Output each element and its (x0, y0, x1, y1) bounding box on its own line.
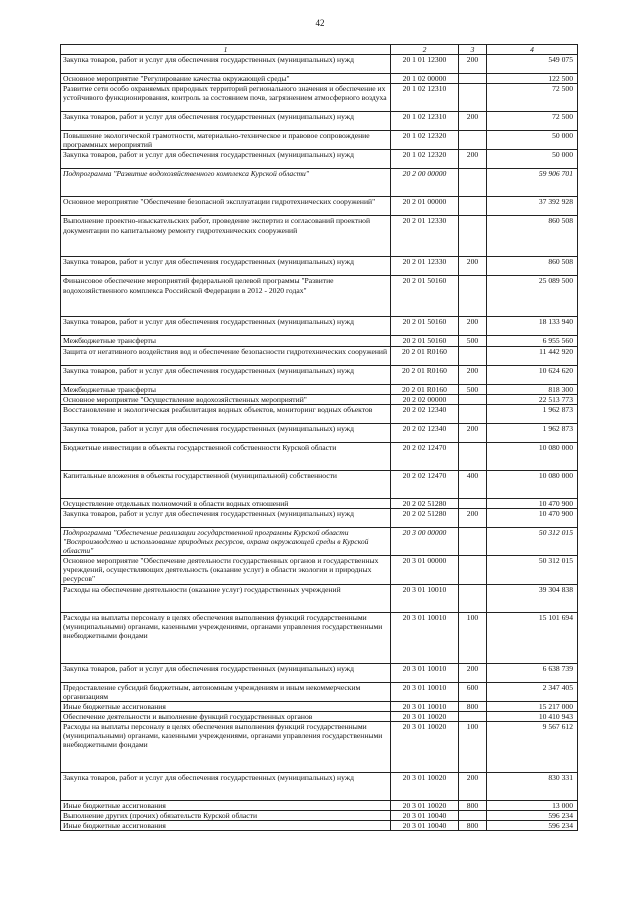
row-name: Закупка товаров, работ и услуг для обеспечения государственных (муниципальных) нужд (61, 423, 391, 442)
table-row (61, 74, 578, 84)
row-name: Восстановление и экологическая реабилитация водных объектов, мониторинг водных объектов (61, 404, 391, 423)
row-sum: 860 508 (487, 216, 578, 257)
row-sum: 122 500 (487, 74, 578, 84)
row-sum: 50 000 (487, 131, 578, 150)
row-type: 200 (459, 150, 487, 169)
row-sum: 9 567 612 (487, 721, 578, 772)
row-type: 600 (459, 682, 487, 701)
row-code: 20 3 01 10010 (391, 584, 459, 612)
table-row (61, 527, 578, 555)
row-type: 100 (459, 612, 487, 663)
row-name: Основное мероприятие "Обеспечение безопасной эксплуатации гидротехнических сооружений" (61, 197, 391, 216)
row-type (459, 527, 487, 555)
row-code: 20 2 01 50160 (391, 276, 459, 317)
row-code: 20 2 01 12330 (391, 216, 459, 257)
row-name: Закупка товаров, работ и услуг для обеспечения государственных (муниципальных) нужд (61, 663, 391, 682)
table-row (61, 800, 578, 810)
header-code: 2 (391, 45, 459, 55)
row-sum: 1 962 873 (487, 423, 578, 442)
row-sum: 10 080 000 (487, 470, 578, 498)
table-row (61, 498, 578, 508)
row-name: Выполнение других (прочих) обязательств Курской области (61, 811, 391, 821)
row-name: Осуществление отдельных полномочий в области водных отношений (61, 498, 391, 508)
row-type (459, 84, 487, 112)
row-sum: 37 392 928 (487, 197, 578, 216)
row-code: 20 1 02 12310 (391, 84, 459, 112)
row-sum: 59 906 701 (487, 169, 578, 197)
row-code: 20 2 01 50160 (391, 317, 459, 336)
row-type (459, 711, 487, 721)
row-name: Обеспечение деятельности и выполнение функций государственных органов (61, 711, 391, 721)
row-code: 20 3 01 10010 (391, 663, 459, 682)
row-code: 20 3 01 10020 (391, 721, 459, 772)
table-row (61, 423, 578, 442)
row-type: 800 (459, 701, 487, 711)
row-type: 800 (459, 821, 487, 831)
row-name: Закупка товаров, работ и услуг для обеспечения государственных (муниципальных) нужд (61, 257, 391, 276)
row-name: Закупка товаров, работ и услуг для обеспечения государственных (муниципальных) нужд (61, 55, 391, 74)
row-type (459, 216, 487, 257)
row-code: 20 1 01 12300 (391, 55, 459, 74)
row-code: 20 2 02 00000 (391, 394, 459, 404)
row-name: Закупка товаров, работ и услуг для обеспечения государственных (муниципальных) нужд (61, 112, 391, 131)
page-number: 42 (315, 18, 325, 28)
row-code: 20 2 02 51280 (391, 498, 459, 508)
row-code: 20 3 01 10010 (391, 701, 459, 711)
table-row (61, 169, 578, 197)
row-type (459, 394, 487, 404)
row-name: Развитие сети особо охраняемых природных территорий регионального значения и обеспечение их устойчивого функционирования, контроль за состоянием почв, загрязнением атмосферного воздуха (61, 84, 391, 112)
row-name: Расходы на обеспечение деятельности (оказание услуг) государственных учреждений (61, 584, 391, 612)
row-name: Выполнение проектно-изыскательских работ, проведение экспертиз и согласований проектной документации по капитальному ремонту гидротехнических сооружений (61, 216, 391, 257)
row-sum: 25 089 500 (487, 276, 578, 317)
row-sum: 15 217 000 (487, 701, 578, 711)
table-row (61, 556, 578, 584)
table-row (61, 276, 578, 317)
table-row (61, 55, 578, 74)
row-sum: 596 234 (487, 821, 578, 831)
row-type: 200 (459, 257, 487, 276)
row-code: 20 2 02 12470 (391, 470, 459, 498)
table-body (61, 55, 578, 831)
row-code: 20 3 00 00000 (391, 527, 459, 555)
row-type (459, 498, 487, 508)
row-sum: 15 101 694 (487, 612, 578, 663)
row-code: 20 2 00 00000 (391, 169, 459, 197)
row-sum: 72 500 (487, 84, 578, 112)
table-row (61, 721, 578, 772)
row-code: 20 3 01 10010 (391, 612, 459, 663)
row-sum: 18 133 940 (487, 317, 578, 336)
row-name: Иные бюджетные ассигнования (61, 821, 391, 831)
row-sum: 860 508 (487, 257, 578, 276)
row-type: 200 (459, 508, 487, 527)
row-name: Защита от негативного воздействия вод и обеспечение безопасности гидротехнических сооружений (61, 346, 391, 365)
row-sum: 830 331 (487, 772, 578, 800)
row-type: 500 (459, 384, 487, 394)
header-sum: 4 (487, 45, 578, 55)
row-name: Закупка товаров, работ и услуг для обеспечения государственных (муниципальных) нужд (61, 508, 391, 527)
row-type: 200 (459, 317, 487, 336)
row-sum: 1 962 873 (487, 404, 578, 423)
row-name: Закупка товаров, работ и услуг для обеспечения государственных (муниципальных) нужд (61, 150, 391, 169)
row-code: 20 1 02 12310 (391, 112, 459, 131)
row-code: 20 3 01 10020 (391, 772, 459, 800)
table-row (61, 772, 578, 800)
row-name: Основное мероприятие "Регулирование качества окружающей среды" (61, 74, 391, 84)
table-row (61, 365, 578, 384)
table-row (61, 470, 578, 498)
row-sum: 10 080 000 (487, 442, 578, 470)
row-code: 20 1 02 12320 (391, 131, 459, 150)
row-sum: 10 624 620 (487, 365, 578, 384)
table-row (61, 442, 578, 470)
row-code: 20 1 02 00000 (391, 74, 459, 84)
table-row (61, 612, 578, 663)
row-name: Закупка товаров, работ и услуг для обеспечения государственных (муниципальных) нужд (61, 317, 391, 336)
row-type: 200 (459, 423, 487, 442)
row-type (459, 131, 487, 150)
row-sum: 6 955 560 (487, 336, 578, 346)
row-code: 20 2 01 00000 (391, 197, 459, 216)
row-code: 20 3 01 10020 (391, 800, 459, 810)
row-type: 200 (459, 772, 487, 800)
header-name: 1 (61, 45, 391, 55)
row-code: 20 3 01 10020 (391, 711, 459, 721)
row-name: Иные бюджетные ассигнования (61, 701, 391, 711)
row-name: Повышение экологической грамотности, материально-техническое и правовое сопровождение программных мероприятий (61, 131, 391, 150)
table-row (61, 84, 578, 112)
row-code: 20 3 01 10010 (391, 682, 459, 701)
row-sum: 13 000 (487, 800, 578, 810)
row-type: 200 (459, 112, 487, 131)
row-code: 20 2 02 12340 (391, 404, 459, 423)
row-sum: 50 000 (487, 150, 578, 169)
table-row (61, 663, 578, 682)
row-type (459, 197, 487, 216)
row-name: Капитальные вложения в объекты государственной (муниципальной) собственности (61, 470, 391, 498)
row-type: 200 (459, 663, 487, 682)
row-name: Подпрограмма "Обеспечение реализации государственной программы Курской области "Воспроизводство и использование природных ресурсов, охрана окружающей среды в Курской области" (61, 527, 391, 555)
row-sum: 22 513 773 (487, 394, 578, 404)
row-sum: 39 304 838 (487, 584, 578, 612)
row-type (459, 276, 487, 317)
row-name: Закупка товаров, работ и услуг для обеспечения государственных (муниципальных) нужд (61, 772, 391, 800)
row-type (459, 404, 487, 423)
row-sum: 50 312 015 (487, 527, 578, 555)
row-sum: 72 500 (487, 112, 578, 131)
row-sum: 818 300 (487, 384, 578, 394)
row-type: 400 (459, 470, 487, 498)
row-name: Основное мероприятие "Осуществление водохозяйственных мероприятий" (61, 394, 391, 404)
row-sum: 11 442 920 (487, 346, 578, 365)
table-row (61, 682, 578, 701)
row-type (459, 556, 487, 584)
budget-table (60, 44, 578, 831)
table-row (61, 150, 578, 169)
row-code: 20 3 01 10040 (391, 821, 459, 831)
row-name: Закупка товаров, работ и услуг для обеспечения государственных (муниципальных) нужд (61, 365, 391, 384)
row-code: 20 2 02 12470 (391, 442, 459, 470)
table-row (61, 508, 578, 527)
row-name: Бюджетные инвестиции в объекты государственной собственности Курской области (61, 442, 391, 470)
table-row (61, 701, 578, 711)
row-type (459, 811, 487, 821)
row-code: 20 2 01 12330 (391, 257, 459, 276)
row-sum: 50 312 015 (487, 556, 578, 584)
row-name: Расходы на выплаты персоналу в целях обеспечения выполнения функций государственными (муниципальными) органами, казенными учреждениями, органами управления государственными внебюджетными фондами (61, 612, 391, 663)
table-row (61, 346, 578, 365)
row-code: 20 3 01 10040 (391, 811, 459, 821)
row-type (459, 584, 487, 612)
row-sum: 596 234 (487, 811, 578, 821)
row-sum: 10 410 943 (487, 711, 578, 721)
row-sum: 10 470 900 (487, 498, 578, 508)
table-row (61, 112, 578, 131)
row-sum: 6 638 739 (487, 663, 578, 682)
row-type (459, 169, 487, 197)
row-code: 20 2 01 R0160 (391, 384, 459, 394)
row-name: Основное мероприятие "Обеспечение деятельности государственных органов и государственных учреждений, осуществляющих деятельность (оказание услуг) в области экологии и природных ресурсов" (61, 556, 391, 584)
row-type: 500 (459, 336, 487, 346)
row-type (459, 442, 487, 470)
row-code: 20 2 01 R0160 (391, 346, 459, 365)
table-row (61, 711, 578, 721)
table-row (61, 811, 578, 821)
row-code: 20 2 02 12340 (391, 423, 459, 442)
row-sum: 549 075 (487, 55, 578, 74)
row-code: 20 1 02 12320 (391, 150, 459, 169)
row-type (459, 74, 487, 84)
row-code: 20 2 01 R0160 (391, 365, 459, 384)
row-code: 20 3 01 00000 (391, 556, 459, 584)
row-type: 200 (459, 55, 487, 74)
table-row (61, 584, 578, 612)
table-row (61, 317, 578, 336)
row-sum: 10 470 900 (487, 508, 578, 527)
row-type: 800 (459, 800, 487, 810)
row-name: Предоставление субсидий бюджетным, автономным учреждениям и иным некоммерческим организациям (61, 682, 391, 701)
row-name: Иные бюджетные ассигнования (61, 800, 391, 810)
row-type: 100 (459, 721, 487, 772)
table-row (61, 384, 578, 394)
row-code: 20 2 01 50160 (391, 336, 459, 346)
row-name: Финансовое обеспечение мероприятий федеральной целевой программы "Развитие водохозяйственного комплекса Российской Федерации в 2012 - 2020 годах" (61, 276, 391, 317)
header-type: 3 (459, 45, 487, 55)
table-row (61, 394, 578, 404)
table-row (61, 216, 578, 257)
row-type (459, 346, 487, 365)
table-row (61, 131, 578, 150)
table-row (61, 336, 578, 346)
row-name: Подпрограмма "Развитие водохозяйственного комплекса Курской области" (61, 169, 391, 197)
row-type: 200 (459, 365, 487, 384)
table-row (61, 821, 578, 831)
row-code: 20 2 02 51280 (391, 508, 459, 527)
row-name: Расходы на выплаты персоналу в целях обеспечения выполнения функций государственными (муниципальными) органами, казенными учреждениями, органами управления государственными внебюджетными фондами (61, 721, 391, 772)
row-name: Межбюджетные трансферты (61, 384, 391, 394)
table-header-row (61, 45, 578, 55)
row-sum: 2 347 405 (487, 682, 578, 701)
table-row (61, 404, 578, 423)
table-row (61, 197, 578, 216)
row-name: Межбюджетные трансферты (61, 336, 391, 346)
table-row (61, 257, 578, 276)
